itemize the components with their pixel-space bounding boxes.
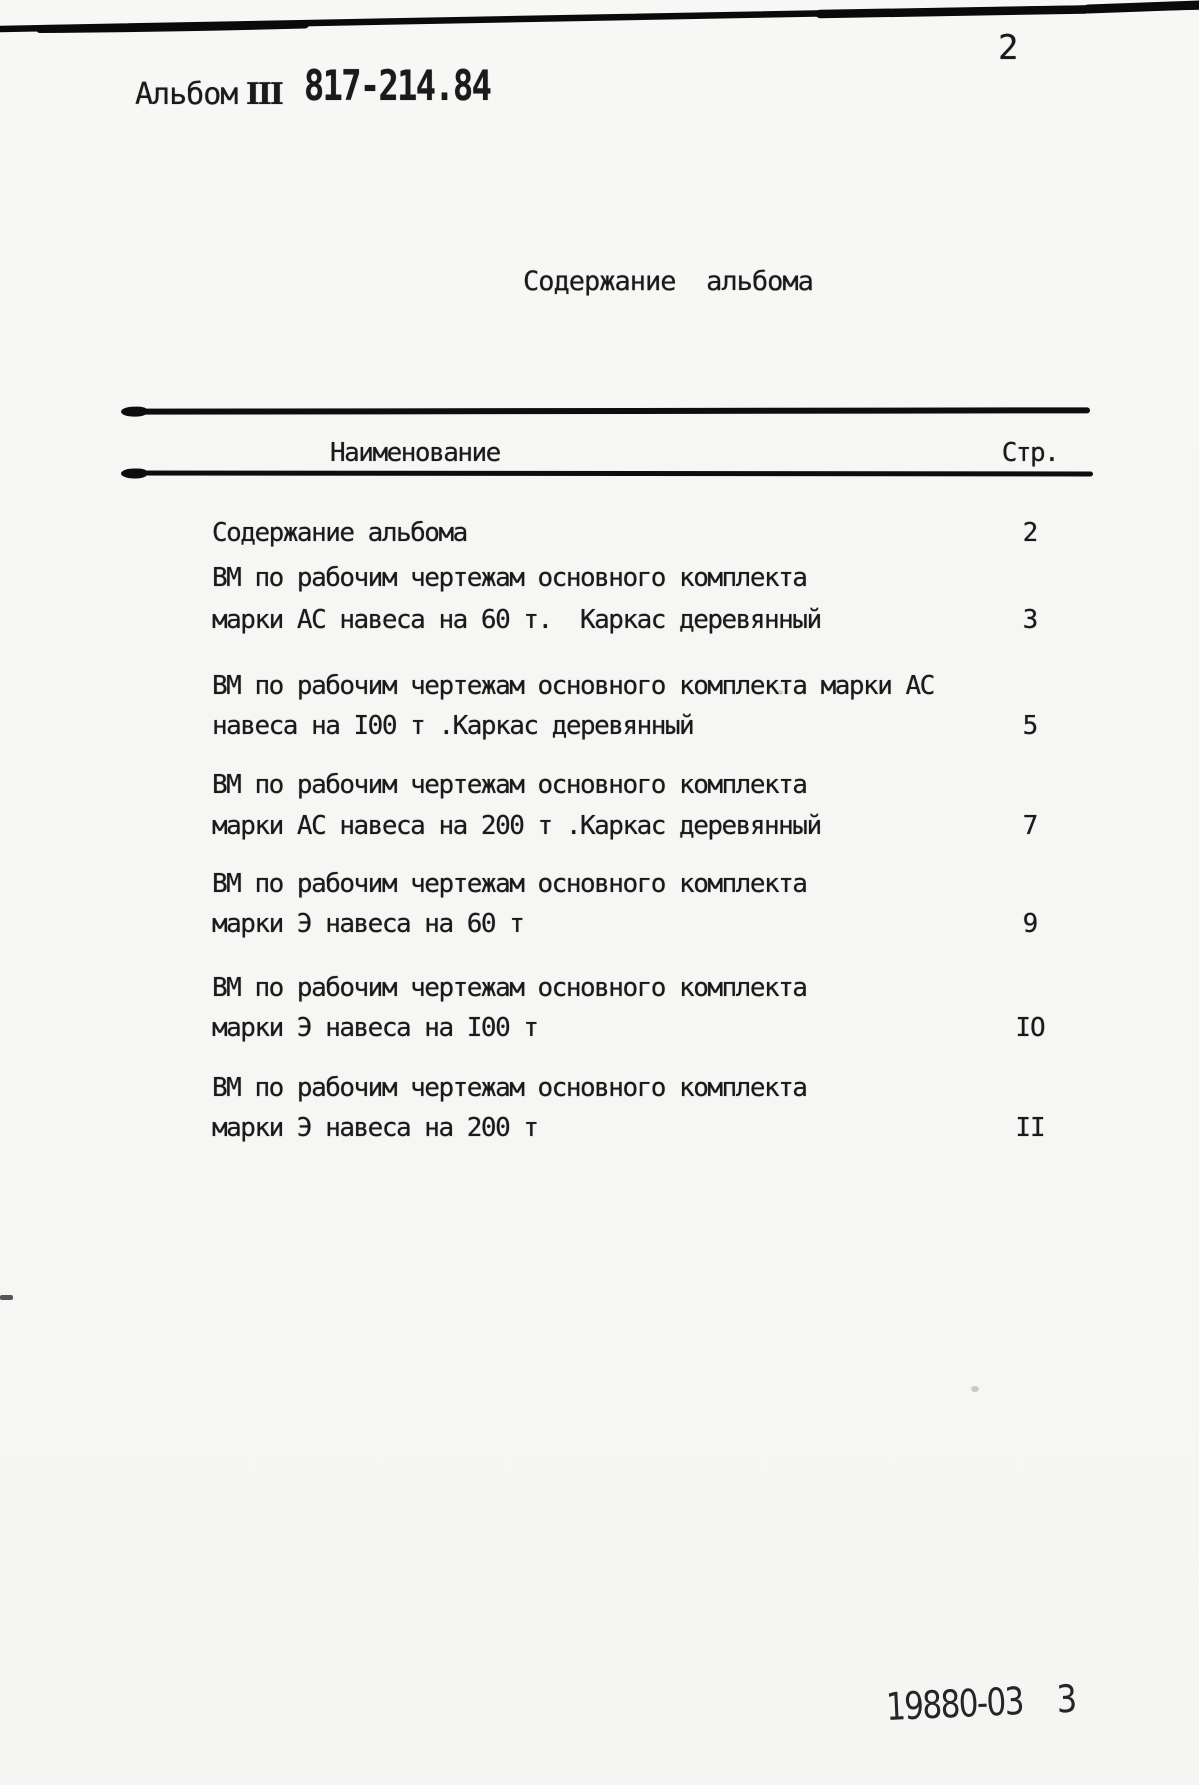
scan-speck	[0, 1295, 13, 1300]
toc-entry-page: 2	[1022, 518, 1038, 548]
toc-entry-text: марки АС навеса на 60 т. Каркас деревянный	[212, 605, 821, 635]
handwritten-stamp	[885, 1677, 1078, 1729]
toc-entry-text: ВМ по рабочим чертежам основного комплекта марки АС	[212, 671, 934, 701]
corner-page-number: 2	[998, 28, 1019, 68]
stamp-page-mark: 3	[1055, 1676, 1077, 1722]
toc-entry-text: ВМ по рабочим чертежам основного комплекта	[212, 770, 807, 800]
scan-edge-artifact	[0, 0, 1199, 46]
column-header-page: Стр.	[1001, 438, 1059, 468]
page-title: Содержание альбома	[523, 266, 813, 297]
toc-entry-text: марки Э навеса на 200 т	[212, 1113, 538, 1143]
toc-entry-text: ВМ по рабочим чертежам основного комплекта	[212, 1073, 807, 1103]
toc-entry-page: 7	[1022, 811, 1038, 841]
toc-entry-text: ВМ по рабочим чертежам основного комплекта	[212, 973, 807, 1003]
toc-entry-page: IO	[1015, 1013, 1045, 1043]
toc-entry-text: ВМ по рабочим чертежам основного комплекта	[212, 869, 807, 899]
toc-entry-page: 5	[1022, 711, 1038, 741]
toc-entry-text: ВМ по рабочим чертежам основного комплекта	[212, 563, 807, 593]
album-numeral: III	[245, 77, 282, 112]
scan-speck	[778, 690, 783, 695]
table-header-rule	[125, 470, 1093, 476]
toc-entry-text: марки Э навеса на I00 т	[212, 1013, 538, 1043]
scan-speck	[971, 1386, 979, 1392]
album-series-number: 817-214.84	[303, 61, 491, 110]
toc-entry-page: 3	[1022, 605, 1038, 635]
toc-entry-text: марки Э навеса на 60 т	[212, 909, 524, 939]
stamp-code: 19880-03	[885, 1679, 1024, 1729]
toc-entry-text: навеса на I00 т .Каркас деревянный	[212, 711, 694, 741]
album-label	[135, 61, 537, 114]
toc-entry-page: 9	[1022, 909, 1038, 939]
toc-entry-text: марки АС навеса на 200 т .Каркас деревянный	[212, 811, 821, 841]
toc-entry-page: II	[1015, 1113, 1045, 1143]
album-word: Альбом	[135, 77, 238, 112]
table-top-rule	[125, 407, 1090, 414]
toc-entry-text: Содержание альбома	[212, 518, 467, 548]
column-header-name: Наименование	[330, 438, 500, 468]
